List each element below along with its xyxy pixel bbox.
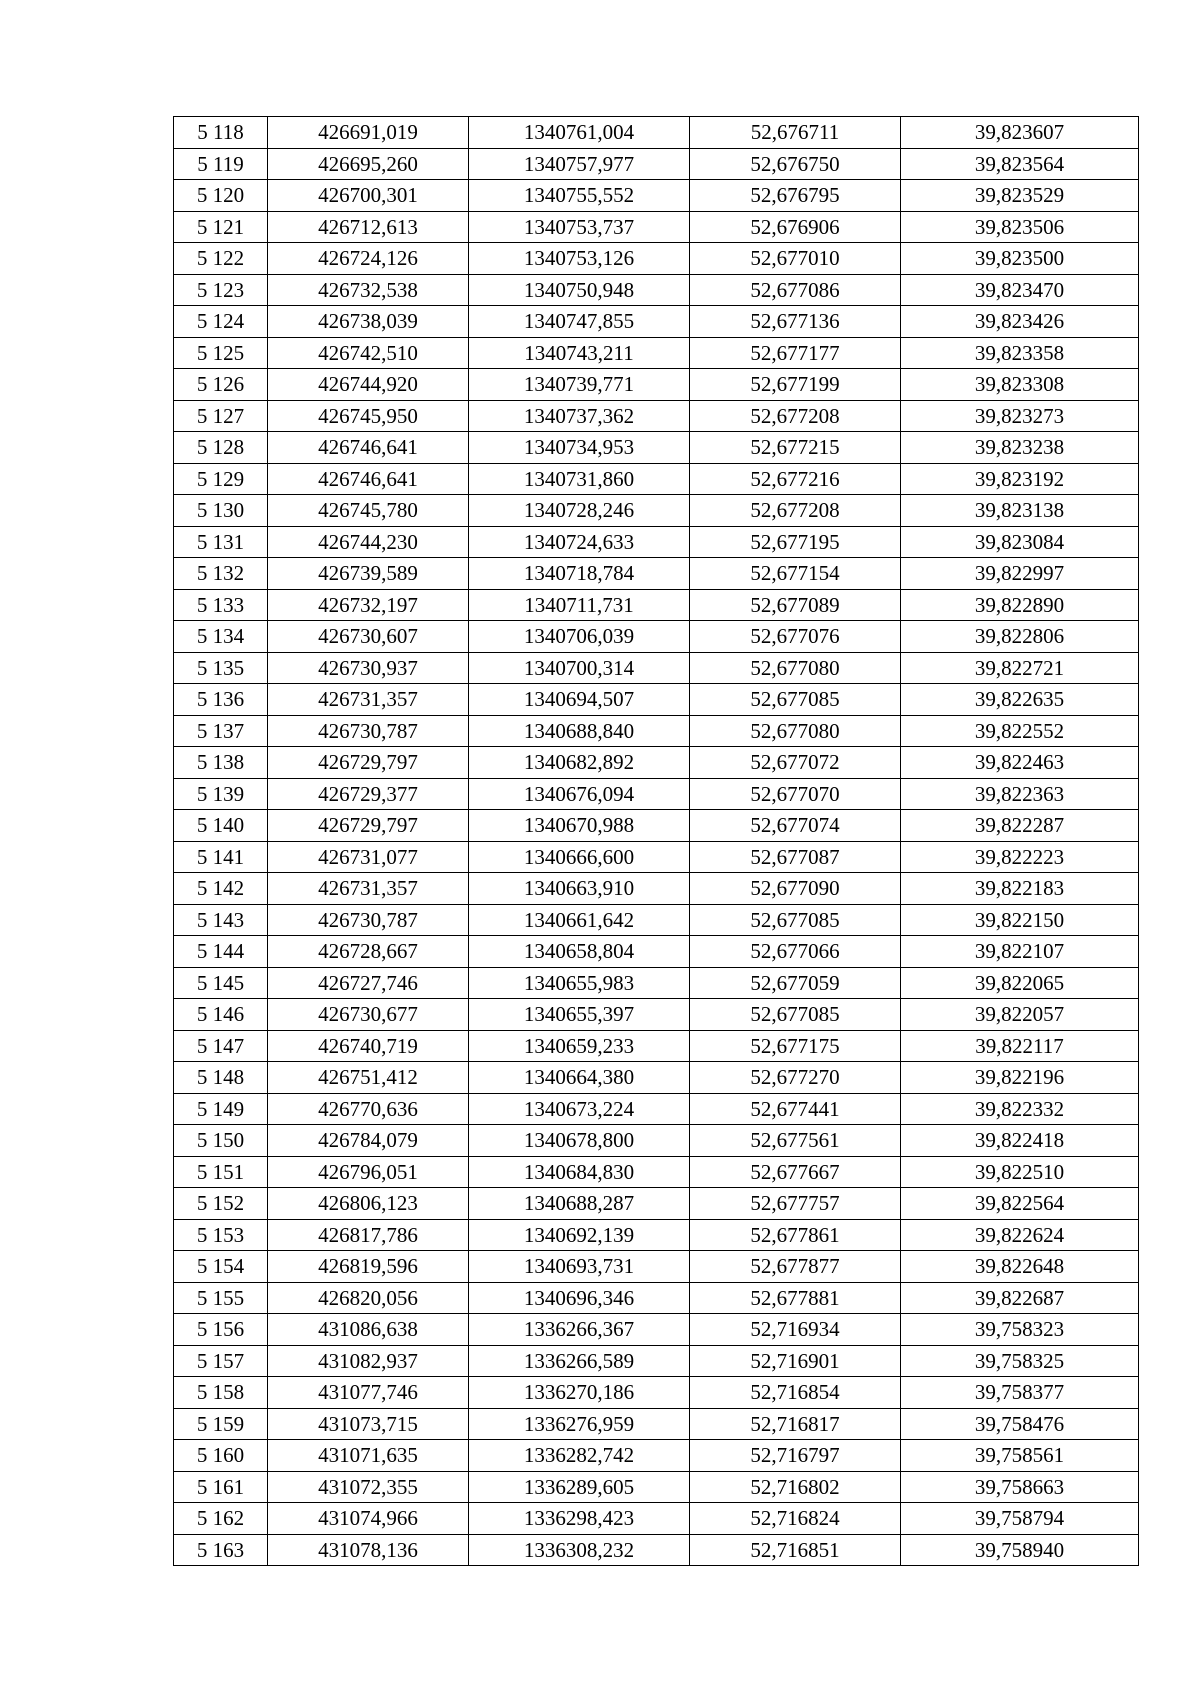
longitude-cell: 39,822183 [901, 873, 1139, 905]
table-row [174, 1125, 1139, 1157]
y-coordinate-cell: 1340664,380 [469, 1062, 690, 1094]
longitude-cell: 39,822552 [901, 715, 1139, 747]
longitude-cell: 39,758561 [901, 1440, 1139, 1472]
y-coordinate-cell: 1340659,233 [469, 1030, 690, 1062]
longitude-cell: 39,822065 [901, 967, 1139, 999]
y-coordinate-cell: 1340673,224 [469, 1093, 690, 1125]
y-coordinate-cell: 1340670,988 [469, 810, 690, 842]
point-number-cell: 5 127 [174, 400, 268, 432]
x-coordinate-cell: 426730,607 [268, 621, 469, 653]
x-coordinate-cell: 431073,715 [268, 1408, 469, 1440]
y-coordinate-cell: 1340693,731 [469, 1251, 690, 1283]
x-coordinate-cell: 426744,920 [268, 369, 469, 401]
table-row [174, 747, 1139, 779]
latitude-cell: 52,677080 [690, 715, 901, 747]
x-coordinate-cell: 426770,636 [268, 1093, 469, 1125]
latitude-cell: 52,716934 [690, 1314, 901, 1346]
longitude-cell: 39,822687 [901, 1282, 1139, 1314]
x-coordinate-cell: 426745,950 [268, 400, 469, 432]
y-coordinate-cell: 1340761,004 [469, 117, 690, 149]
point-number-cell: 5 153 [174, 1219, 268, 1251]
longitude-cell: 39,823308 [901, 369, 1139, 401]
point-number-cell: 5 155 [174, 1282, 268, 1314]
latitude-cell: 52,676711 [690, 117, 901, 149]
point-number-cell: 5 160 [174, 1440, 268, 1472]
table-row [174, 1534, 1139, 1566]
x-coordinate-cell: 426729,797 [268, 747, 469, 779]
x-coordinate-cell: 426691,019 [268, 117, 469, 149]
table-row [174, 1093, 1139, 1125]
latitude-cell: 52,677177 [690, 337, 901, 369]
longitude-cell: 39,822648 [901, 1251, 1139, 1283]
x-coordinate-cell: 426730,677 [268, 999, 469, 1031]
table-row [174, 274, 1139, 306]
x-coordinate-cell: 431086,638 [268, 1314, 469, 1346]
x-coordinate-cell: 426729,797 [268, 810, 469, 842]
point-number-cell: 5 149 [174, 1093, 268, 1125]
y-coordinate-cell: 1340682,892 [469, 747, 690, 779]
longitude-cell: 39,758476 [901, 1408, 1139, 1440]
latitude-cell: 52,677074 [690, 810, 901, 842]
y-coordinate-cell: 1340676,094 [469, 778, 690, 810]
point-number-cell: 5 129 [174, 463, 268, 495]
latitude-cell: 52,677208 [690, 400, 901, 432]
table-row [174, 873, 1139, 905]
point-number-cell: 5 146 [174, 999, 268, 1031]
point-number-cell: 5 125 [174, 337, 268, 369]
point-number-cell: 5 122 [174, 243, 268, 275]
latitude-cell: 52,677086 [690, 274, 901, 306]
table-row [174, 1251, 1139, 1283]
point-number-cell: 5 151 [174, 1156, 268, 1188]
table-row [174, 715, 1139, 747]
longitude-cell: 39,823192 [901, 463, 1139, 495]
point-number-cell: 5 131 [174, 526, 268, 558]
x-coordinate-cell: 426732,197 [268, 589, 469, 621]
longitude-cell: 39,822564 [901, 1188, 1139, 1220]
latitude-cell: 52,677667 [690, 1156, 901, 1188]
y-coordinate-cell: 1340739,771 [469, 369, 690, 401]
y-coordinate-cell: 1336270,186 [469, 1377, 690, 1409]
x-coordinate-cell: 426739,589 [268, 558, 469, 590]
y-coordinate-cell: 1340688,840 [469, 715, 690, 747]
x-coordinate-cell: 426820,056 [268, 1282, 469, 1314]
table-row [174, 778, 1139, 810]
latitude-cell: 52,677085 [690, 904, 901, 936]
coordinates-table-body [174, 117, 1139, 1566]
point-number-cell: 5 123 [174, 274, 268, 306]
longitude-cell: 39,823238 [901, 432, 1139, 464]
latitude-cell: 52,677175 [690, 1030, 901, 1062]
table-row [174, 526, 1139, 558]
longitude-cell: 39,823273 [901, 400, 1139, 432]
x-coordinate-cell: 426796,051 [268, 1156, 469, 1188]
y-coordinate-cell: 1340734,953 [469, 432, 690, 464]
table-row [174, 243, 1139, 275]
longitude-cell: 39,822107 [901, 936, 1139, 968]
longitude-cell: 39,822150 [901, 904, 1139, 936]
table-row [174, 1314, 1139, 1346]
table-row [174, 1471, 1139, 1503]
latitude-cell: 52,677070 [690, 778, 901, 810]
latitude-cell: 52,677089 [690, 589, 901, 621]
x-coordinate-cell: 426746,641 [268, 463, 469, 495]
point-number-cell: 5 133 [174, 589, 268, 621]
y-coordinate-cell: 1340678,800 [469, 1125, 690, 1157]
longitude-cell: 39,822806 [901, 621, 1139, 653]
table-row [174, 589, 1139, 621]
longitude-cell: 39,822418 [901, 1125, 1139, 1157]
latitude-cell: 52,677208 [690, 495, 901, 527]
point-number-cell: 5 120 [174, 180, 268, 212]
longitude-cell: 39,822624 [901, 1219, 1139, 1251]
y-coordinate-cell: 1336276,959 [469, 1408, 690, 1440]
latitude-cell: 52,677216 [690, 463, 901, 495]
latitude-cell: 52,716802 [690, 1471, 901, 1503]
table-row [174, 1503, 1139, 1535]
longitude-cell: 39,823426 [901, 306, 1139, 338]
longitude-cell: 39,823138 [901, 495, 1139, 527]
table-row [174, 652, 1139, 684]
y-coordinate-cell: 1340711,731 [469, 589, 690, 621]
point-number-cell: 5 162 [174, 1503, 268, 1535]
x-coordinate-cell: 426712,613 [268, 211, 469, 243]
y-coordinate-cell: 1340747,855 [469, 306, 690, 338]
latitude-cell: 52,716824 [690, 1503, 901, 1535]
latitude-cell: 52,677076 [690, 621, 901, 653]
point-number-cell: 5 128 [174, 432, 268, 464]
point-number-cell: 5 121 [174, 211, 268, 243]
table-row [174, 1282, 1139, 1314]
latitude-cell: 52,677861 [690, 1219, 901, 1251]
x-coordinate-cell: 426724,126 [268, 243, 469, 275]
point-number-cell: 5 147 [174, 1030, 268, 1062]
longitude-cell: 39,822332 [901, 1093, 1139, 1125]
x-coordinate-cell: 426817,786 [268, 1219, 469, 1251]
latitude-cell: 52,716901 [690, 1345, 901, 1377]
y-coordinate-cell: 1340757,977 [469, 148, 690, 180]
point-number-cell: 5 139 [174, 778, 268, 810]
table-row [174, 841, 1139, 873]
x-coordinate-cell: 426729,377 [268, 778, 469, 810]
longitude-cell: 39,822890 [901, 589, 1139, 621]
point-number-cell: 5 157 [174, 1345, 268, 1377]
latitude-cell: 52,716851 [690, 1534, 901, 1566]
y-coordinate-cell: 1340737,362 [469, 400, 690, 432]
longitude-cell: 39,758794 [901, 1503, 1139, 1535]
point-number-cell: 5 138 [174, 747, 268, 779]
x-coordinate-cell: 426751,412 [268, 1062, 469, 1094]
longitude-cell: 39,758323 [901, 1314, 1139, 1346]
point-number-cell: 5 154 [174, 1251, 268, 1283]
x-coordinate-cell: 431071,635 [268, 1440, 469, 1472]
table-row [174, 967, 1139, 999]
table-row [174, 463, 1139, 495]
x-coordinate-cell: 431078,136 [268, 1534, 469, 1566]
x-coordinate-cell: 426731,077 [268, 841, 469, 873]
latitude-cell: 52,677080 [690, 652, 901, 684]
latitude-cell: 52,677136 [690, 306, 901, 338]
point-number-cell: 5 163 [174, 1534, 268, 1566]
table-row [174, 148, 1139, 180]
point-number-cell: 5 143 [174, 904, 268, 936]
point-number-cell: 5 148 [174, 1062, 268, 1094]
latitude-cell: 52,677757 [690, 1188, 901, 1220]
point-number-cell: 5 161 [174, 1471, 268, 1503]
y-coordinate-cell: 1340655,397 [469, 999, 690, 1031]
table-row [174, 1345, 1139, 1377]
latitude-cell: 52,677270 [690, 1062, 901, 1094]
longitude-cell: 39,823500 [901, 243, 1139, 275]
latitude-cell: 52,677090 [690, 873, 901, 905]
table-row [174, 432, 1139, 464]
y-coordinate-cell: 1340750,948 [469, 274, 690, 306]
y-coordinate-cell: 1336308,232 [469, 1534, 690, 1566]
longitude-cell: 39,822287 [901, 810, 1139, 842]
table-row [174, 211, 1139, 243]
table-row [174, 1440, 1139, 1472]
y-coordinate-cell: 1340700,314 [469, 652, 690, 684]
longitude-cell: 39,822057 [901, 999, 1139, 1031]
x-coordinate-cell: 431077,746 [268, 1377, 469, 1409]
latitude-cell: 52,716817 [690, 1408, 901, 1440]
latitude-cell: 52,677154 [690, 558, 901, 590]
coordinates-table [173, 116, 1139, 1566]
y-coordinate-cell: 1340688,287 [469, 1188, 690, 1220]
longitude-cell: 39,823506 [901, 211, 1139, 243]
x-coordinate-cell: 426730,937 [268, 652, 469, 684]
latitude-cell: 52,677881 [690, 1282, 901, 1314]
y-coordinate-cell: 1340718,784 [469, 558, 690, 590]
table-row [174, 621, 1139, 653]
y-coordinate-cell: 1340743,211 [469, 337, 690, 369]
point-number-cell: 5 130 [174, 495, 268, 527]
table-row [174, 999, 1139, 1031]
point-number-cell: 5 136 [174, 684, 268, 716]
table-row [174, 1188, 1139, 1220]
point-number-cell: 5 135 [174, 652, 268, 684]
point-number-cell: 5 118 [174, 117, 268, 149]
x-coordinate-cell: 431082,937 [268, 1345, 469, 1377]
latitude-cell: 52,677441 [690, 1093, 901, 1125]
x-coordinate-cell: 426740,719 [268, 1030, 469, 1062]
table-row [174, 1219, 1139, 1251]
latitude-cell: 52,716854 [690, 1377, 901, 1409]
longitude-cell: 39,823470 [901, 274, 1139, 306]
longitude-cell: 39,823084 [901, 526, 1139, 558]
latitude-cell: 52,677085 [690, 684, 901, 716]
point-number-cell: 5 124 [174, 306, 268, 338]
longitude-cell: 39,758663 [901, 1471, 1139, 1503]
x-coordinate-cell: 426738,039 [268, 306, 469, 338]
table-row [174, 117, 1139, 149]
x-coordinate-cell: 426744,230 [268, 526, 469, 558]
x-coordinate-cell: 426742,510 [268, 337, 469, 369]
point-number-cell: 5 150 [174, 1125, 268, 1157]
table-row [174, 904, 1139, 936]
longitude-cell: 39,822510 [901, 1156, 1139, 1188]
table-row [174, 400, 1139, 432]
longitude-cell: 39,822363 [901, 778, 1139, 810]
point-number-cell: 5 134 [174, 621, 268, 653]
y-coordinate-cell: 1340658,804 [469, 936, 690, 968]
y-coordinate-cell: 1340661,642 [469, 904, 690, 936]
x-coordinate-cell: 431072,355 [268, 1471, 469, 1503]
table-row [174, 306, 1139, 338]
x-coordinate-cell: 431074,966 [268, 1503, 469, 1535]
latitude-cell: 52,677199 [690, 369, 901, 401]
y-coordinate-cell: 1340724,633 [469, 526, 690, 558]
x-coordinate-cell: 426819,596 [268, 1251, 469, 1283]
point-number-cell: 5 119 [174, 148, 268, 180]
longitude-cell: 39,822635 [901, 684, 1139, 716]
latitude-cell: 52,677010 [690, 243, 901, 275]
y-coordinate-cell: 1340694,507 [469, 684, 690, 716]
y-coordinate-cell: 1336266,367 [469, 1314, 690, 1346]
longitude-cell: 39,822997 [901, 558, 1139, 590]
table-row [174, 1377, 1139, 1409]
longitude-cell: 39,823564 [901, 148, 1139, 180]
y-coordinate-cell: 1336289,605 [469, 1471, 690, 1503]
latitude-cell: 52,677072 [690, 747, 901, 779]
x-coordinate-cell: 426731,357 [268, 684, 469, 716]
latitude-cell: 52,677085 [690, 999, 901, 1031]
longitude-cell: 39,822223 [901, 841, 1139, 873]
y-coordinate-cell: 1336266,589 [469, 1345, 690, 1377]
y-coordinate-cell: 1336282,742 [469, 1440, 690, 1472]
point-number-cell: 5 132 [174, 558, 268, 590]
latitude-cell: 52,677087 [690, 841, 901, 873]
table-row [174, 558, 1139, 590]
y-coordinate-cell: 1340666,600 [469, 841, 690, 873]
latitude-cell: 52,677215 [690, 432, 901, 464]
x-coordinate-cell: 426784,079 [268, 1125, 469, 1157]
y-coordinate-cell: 1340728,246 [469, 495, 690, 527]
longitude-cell: 39,822196 [901, 1062, 1139, 1094]
x-coordinate-cell: 426700,301 [268, 180, 469, 212]
table-row [174, 1156, 1139, 1188]
y-coordinate-cell: 1340684,830 [469, 1156, 690, 1188]
latitude-cell: 52,677561 [690, 1125, 901, 1157]
latitude-cell: 52,676906 [690, 211, 901, 243]
point-number-cell: 5 158 [174, 1377, 268, 1409]
y-coordinate-cell: 1340731,860 [469, 463, 690, 495]
y-coordinate-cell: 1340655,983 [469, 967, 690, 999]
x-coordinate-cell: 426728,667 [268, 936, 469, 968]
table-row [174, 495, 1139, 527]
longitude-cell: 39,758325 [901, 1345, 1139, 1377]
x-coordinate-cell: 426806,123 [268, 1188, 469, 1220]
table-row [174, 1030, 1139, 1062]
longitude-cell: 39,823529 [901, 180, 1139, 212]
latitude-cell: 52,676795 [690, 180, 901, 212]
longitude-cell: 39,758377 [901, 1377, 1139, 1409]
point-number-cell: 5 144 [174, 936, 268, 968]
table-row [174, 180, 1139, 212]
y-coordinate-cell: 1340692,139 [469, 1219, 690, 1251]
x-coordinate-cell: 426727,746 [268, 967, 469, 999]
point-number-cell: 5 126 [174, 369, 268, 401]
x-coordinate-cell: 426745,780 [268, 495, 469, 527]
point-number-cell: 5 141 [174, 841, 268, 873]
latitude-cell: 52,677877 [690, 1251, 901, 1283]
y-coordinate-cell: 1340706,039 [469, 621, 690, 653]
longitude-cell: 39,822117 [901, 1030, 1139, 1062]
y-coordinate-cell: 1340753,737 [469, 211, 690, 243]
table-row [174, 369, 1139, 401]
x-coordinate-cell: 426730,787 [268, 715, 469, 747]
longitude-cell: 39,822463 [901, 747, 1139, 779]
point-number-cell: 5 156 [174, 1314, 268, 1346]
longitude-cell: 39,823607 [901, 117, 1139, 149]
table-row [174, 810, 1139, 842]
y-coordinate-cell: 1340696,346 [469, 1282, 690, 1314]
point-number-cell: 5 142 [174, 873, 268, 905]
x-coordinate-cell: 426730,787 [268, 904, 469, 936]
x-coordinate-cell: 426731,357 [268, 873, 469, 905]
y-coordinate-cell: 1336298,423 [469, 1503, 690, 1535]
latitude-cell: 52,677195 [690, 526, 901, 558]
latitude-cell: 52,677066 [690, 936, 901, 968]
point-number-cell: 5 137 [174, 715, 268, 747]
x-coordinate-cell: 426695,260 [268, 148, 469, 180]
point-number-cell: 5 159 [174, 1408, 268, 1440]
y-coordinate-cell: 1340755,552 [469, 180, 690, 212]
y-coordinate-cell: 1340753,126 [469, 243, 690, 275]
latitude-cell: 52,677059 [690, 967, 901, 999]
y-coordinate-cell: 1340663,910 [469, 873, 690, 905]
table-row [174, 1408, 1139, 1440]
table-row [174, 1062, 1139, 1094]
longitude-cell: 39,758940 [901, 1534, 1139, 1566]
longitude-cell: 39,822721 [901, 652, 1139, 684]
point-number-cell: 5 145 [174, 967, 268, 999]
table-row [174, 936, 1139, 968]
table-row [174, 684, 1139, 716]
x-coordinate-cell: 426746,641 [268, 432, 469, 464]
x-coordinate-cell: 426732,538 [268, 274, 469, 306]
point-number-cell: 5 152 [174, 1188, 268, 1220]
latitude-cell: 52,716797 [690, 1440, 901, 1472]
latitude-cell: 52,676750 [690, 148, 901, 180]
longitude-cell: 39,823358 [901, 337, 1139, 369]
point-number-cell: 5 140 [174, 810, 268, 842]
table-row [174, 337, 1139, 369]
